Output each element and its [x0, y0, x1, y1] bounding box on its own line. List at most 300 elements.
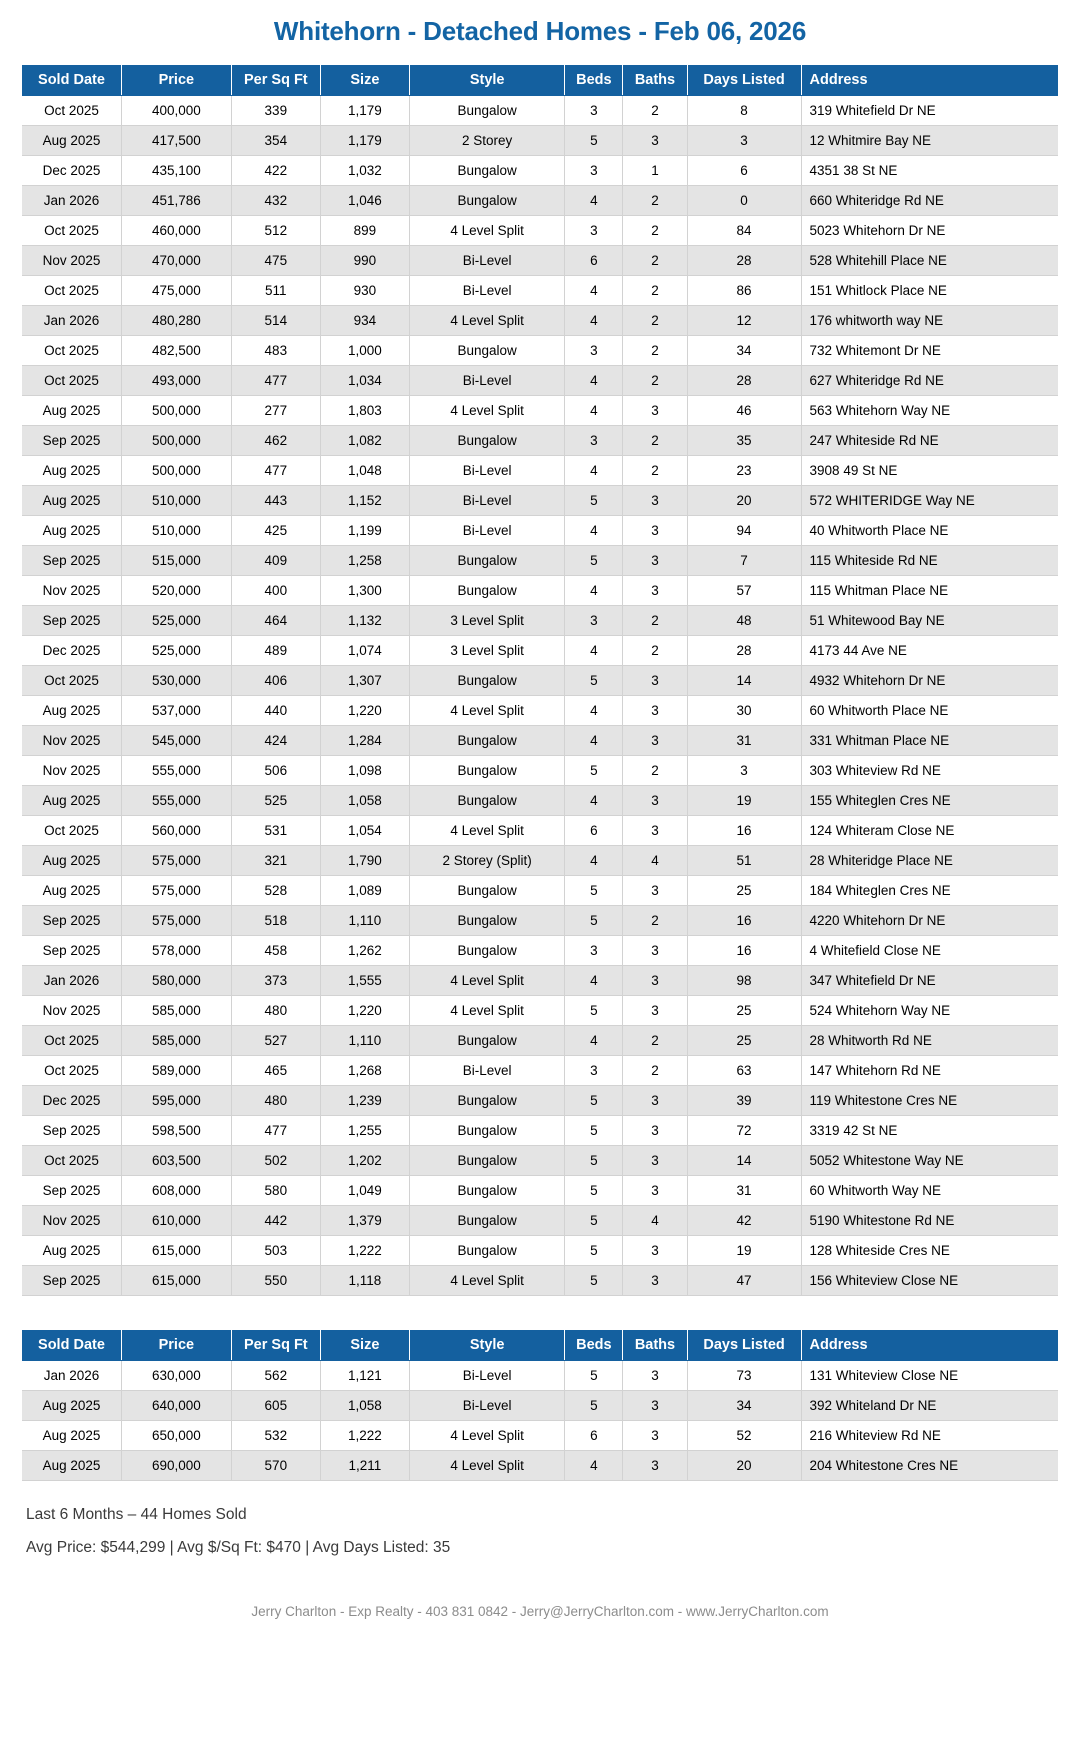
cell-beds: 5: [565, 546, 623, 576]
cell-price: 500,000: [121, 426, 231, 456]
cell-per-sq-ft: 570: [231, 1451, 320, 1481]
cell-beds: 5: [565, 486, 623, 516]
cell-address: 347 Whitefield Dr NE: [801, 966, 1058, 996]
cell-baths: 3: [623, 516, 687, 546]
cell-size: 930: [320, 276, 409, 306]
cell-size: 1,222: [320, 1421, 409, 1451]
column-header-style: Style: [409, 1330, 564, 1361]
sold-listings-table-primary: [22, 65, 1058, 1296]
cell-baths: 2: [623, 1026, 687, 1056]
cell-per-sq-ft: 506: [231, 756, 320, 786]
cell-address: 40 Whitworth Place NE: [801, 516, 1058, 546]
cell-beds: 5: [565, 876, 623, 906]
column-header-beds: Beds: [565, 65, 623, 96]
cell-price: 510,000: [121, 486, 231, 516]
table-row: [22, 306, 1058, 336]
cell-per-sq-ft: 424: [231, 726, 320, 756]
column-header-baths: Baths: [623, 1330, 687, 1361]
cell-size: 1,074: [320, 636, 409, 666]
column-header-address: Address: [801, 65, 1058, 96]
cell-style: 4 Level Split: [409, 966, 564, 996]
cell-per-sq-ft: 514: [231, 306, 320, 336]
cell-beds: 5: [565, 1206, 623, 1236]
cell-sold-date: Nov 2025: [22, 756, 121, 786]
cell-baths: 3: [623, 996, 687, 1026]
cell-beds: 3: [565, 936, 623, 966]
cell-per-sq-ft: 605: [231, 1391, 320, 1421]
cell-price: 530,000: [121, 666, 231, 696]
cell-size: 1,179: [320, 126, 409, 156]
cell-size: 1,284: [320, 726, 409, 756]
cell-size: 1,199: [320, 516, 409, 546]
cell-size: 1,048: [320, 456, 409, 486]
table-row: [22, 516, 1058, 546]
cell-days-listed: 25: [687, 1026, 801, 1056]
cell-days-listed: 28: [687, 636, 801, 666]
cell-address: 627 Whiteridge Rd NE: [801, 366, 1058, 396]
cell-address: 247 Whiteside Rd NE: [801, 426, 1058, 456]
cell-beds: 3: [565, 426, 623, 456]
cell-style: Bi-Level: [409, 1361, 564, 1391]
cell-size: 1,054: [320, 816, 409, 846]
cell-baths: 4: [623, 846, 687, 876]
cell-sold-date: Oct 2025: [22, 276, 121, 306]
sold-listings-table-secondary: [22, 1330, 1058, 1481]
cell-size: 1,118: [320, 1266, 409, 1296]
table-row: [22, 726, 1058, 756]
cell-days-listed: 12: [687, 306, 801, 336]
table-row: [22, 996, 1058, 1026]
table-row: [22, 666, 1058, 696]
table-row: [22, 126, 1058, 156]
table-row: [22, 966, 1058, 996]
cell-style: Bungalow: [409, 726, 564, 756]
cell-style: 4 Level Split: [409, 306, 564, 336]
cell-beds: 4: [565, 396, 623, 426]
cell-days-listed: 31: [687, 1176, 801, 1206]
cell-price: 555,000: [121, 786, 231, 816]
cell-baths: 3: [623, 486, 687, 516]
cell-address: 216 Whiteview Rd NE: [801, 1421, 1058, 1451]
summary-homes-sold: Last 6 Months – 44 Homes Sold: [26, 1506, 247, 1523]
cell-style: 3 Level Split: [409, 636, 564, 666]
cell-days-listed: 63: [687, 1056, 801, 1086]
cell-days-listed: 7: [687, 546, 801, 576]
cell-style: Bungalow: [409, 1026, 564, 1056]
column-header-size: Size: [320, 65, 409, 96]
table-body-primary: [22, 96, 1058, 1296]
column-header-address: Address: [801, 1330, 1058, 1361]
cell-sold-date: Aug 2025: [22, 876, 121, 906]
table-row: [22, 636, 1058, 666]
cell-address: 331 Whitman Place NE: [801, 726, 1058, 756]
cell-style: Bungalow: [409, 156, 564, 186]
table-body-secondary: [22, 1361, 1058, 1481]
table-row: [22, 696, 1058, 726]
cell-baths: 2: [623, 186, 687, 216]
cell-sold-date: Oct 2025: [22, 666, 121, 696]
table-row: [22, 96, 1058, 126]
cell-address: 303 Whiteview Rd NE: [801, 756, 1058, 786]
cell-sold-date: Oct 2025: [22, 96, 121, 126]
column-header-price: Price: [121, 65, 231, 96]
cell-beds: 5: [565, 126, 623, 156]
cell-beds: 5: [565, 1146, 623, 1176]
cell-per-sq-ft: 373: [231, 966, 320, 996]
cell-beds: 5: [565, 906, 623, 936]
cell-beds: 3: [565, 606, 623, 636]
cell-baths: 3: [623, 396, 687, 426]
cell-sold-date: Nov 2025: [22, 246, 121, 276]
cell-sold-date: Sep 2025: [22, 936, 121, 966]
cell-address: 563 Whitehorn Way NE: [801, 396, 1058, 426]
cell-style: Bi-Level: [409, 1056, 564, 1086]
cell-baths: 2: [623, 306, 687, 336]
cell-address: 155 Whiteglen Cres NE: [801, 786, 1058, 816]
cell-per-sq-ft: 518: [231, 906, 320, 936]
cell-size: 1,179: [320, 96, 409, 126]
cell-per-sq-ft: 528: [231, 876, 320, 906]
cell-baths: 3: [623, 1236, 687, 1266]
table-row: [22, 456, 1058, 486]
table-row: [22, 1116, 1058, 1146]
cell-days-listed: 20: [687, 1451, 801, 1481]
cell-style: Bungalow: [409, 1206, 564, 1236]
cell-baths: 3: [623, 126, 687, 156]
cell-beds: 6: [565, 816, 623, 846]
cell-baths: 3: [623, 696, 687, 726]
column-header-beds: Beds: [565, 1330, 623, 1361]
cell-beds: 4: [565, 966, 623, 996]
column-header-style: Style: [409, 65, 564, 96]
cell-price: 482,500: [121, 336, 231, 366]
cell-price: 460,000: [121, 216, 231, 246]
cell-days-listed: 16: [687, 906, 801, 936]
cell-style: 4 Level Split: [409, 696, 564, 726]
cell-price: 650,000: [121, 1421, 231, 1451]
cell-per-sq-ft: 531: [231, 816, 320, 846]
cell-style: Bungalow: [409, 906, 564, 936]
cell-per-sq-ft: 580: [231, 1176, 320, 1206]
table-spacer: [0, 1296, 1080, 1330]
cell-sold-date: Aug 2025: [22, 1236, 121, 1266]
cell-days-listed: 47: [687, 1266, 801, 1296]
cell-beds: 5: [565, 996, 623, 1026]
cell-baths: 3: [623, 1361, 687, 1391]
cell-days-listed: 94: [687, 516, 801, 546]
cell-beds: 4: [565, 456, 623, 486]
table-row: [22, 1421, 1058, 1451]
table-row: [22, 576, 1058, 606]
cell-sold-date: Oct 2025: [22, 216, 121, 246]
cell-address: 524 Whitehorn Way NE: [801, 996, 1058, 1026]
cell-per-sq-ft: 432: [231, 186, 320, 216]
cell-baths: 3: [623, 1146, 687, 1176]
cell-per-sq-ft: 409: [231, 546, 320, 576]
cell-price: 537,000: [121, 696, 231, 726]
cell-baths: 3: [623, 936, 687, 966]
cell-style: Bi-Level: [409, 516, 564, 546]
cell-baths: 3: [623, 1451, 687, 1481]
cell-days-listed: 30: [687, 696, 801, 726]
cell-baths: 2: [623, 276, 687, 306]
cell-per-sq-ft: 440: [231, 696, 320, 726]
cell-address: 4173 44 Ave NE: [801, 636, 1058, 666]
cell-style: 4 Level Split: [409, 396, 564, 426]
cell-sold-date: Jan 2026: [22, 966, 121, 996]
cell-beds: 5: [565, 666, 623, 696]
cell-address: 204 Whitestone Cres NE: [801, 1451, 1058, 1481]
cell-days-listed: 3: [687, 756, 801, 786]
cell-address: 184 Whiteglen Cres NE: [801, 876, 1058, 906]
cell-size: 1,220: [320, 696, 409, 726]
cell-days-listed: 16: [687, 936, 801, 966]
cell-beds: 3: [565, 156, 623, 186]
cell-baths: 3: [623, 1116, 687, 1146]
cell-sold-date: Sep 2025: [22, 906, 121, 936]
cell-sold-date: Dec 2025: [22, 1086, 121, 1116]
cell-baths: 3: [623, 1421, 687, 1451]
cell-size: 934: [320, 306, 409, 336]
cell-address: 392 Whiteland Dr NE: [801, 1391, 1058, 1421]
cell-per-sq-ft: 477: [231, 456, 320, 486]
column-header-sold-date: Sold Date: [22, 1330, 121, 1361]
cell-price: 610,000: [121, 1206, 231, 1236]
cell-baths: 2: [623, 456, 687, 486]
table-row: [22, 876, 1058, 906]
cell-per-sq-ft: 480: [231, 996, 320, 1026]
cell-baths: 2: [623, 1056, 687, 1086]
cell-baths: 3: [623, 546, 687, 576]
column-header-sold-date: Sold Date: [22, 65, 121, 96]
cell-size: 1,058: [320, 786, 409, 816]
cell-address: 156 Whiteview Close NE: [801, 1266, 1058, 1296]
column-header-days-listed: Days Listed: [687, 65, 801, 96]
cell-style: 4 Level Split: [409, 1451, 564, 1481]
cell-sold-date: Aug 2025: [22, 456, 121, 486]
cell-size: 1,034: [320, 366, 409, 396]
cell-beds: 4: [565, 636, 623, 666]
cell-price: 585,000: [121, 1026, 231, 1056]
table-row: [22, 1176, 1058, 1206]
primary-table-container: [0, 65, 1080, 1296]
cell-address: 151 Whitlock Place NE: [801, 276, 1058, 306]
cell-price: 608,000: [121, 1176, 231, 1206]
cell-beds: 5: [565, 1391, 623, 1421]
cell-baths: 3: [623, 816, 687, 846]
cell-sold-date: Jan 2026: [22, 1361, 121, 1391]
cell-style: 4 Level Split: [409, 1266, 564, 1296]
cell-sold-date: Aug 2025: [22, 486, 121, 516]
cell-days-listed: 34: [687, 336, 801, 366]
cell-per-sq-ft: 339: [231, 96, 320, 126]
cell-address: 60 Whitworth Place NE: [801, 696, 1058, 726]
table-row: [22, 186, 1058, 216]
cell-price: 575,000: [121, 906, 231, 936]
page-title: Whitehorn - Detached Homes - Feb 06, 2026: [273, 16, 807, 46]
cell-baths: 3: [623, 876, 687, 906]
cell-address: 660 Whiteridge Rd NE: [801, 186, 1058, 216]
cell-style: Bungalow: [409, 576, 564, 606]
summary-averages: Avg Price: $544,299 | Avg $/Sq Ft: $470 | Avg Days Listed: 35: [26, 1539, 451, 1557]
cell-days-listed: 6: [687, 156, 801, 186]
cell-price: 515,000: [121, 546, 231, 576]
cell-style: 4 Level Split: [409, 1421, 564, 1451]
cell-per-sq-ft: 458: [231, 936, 320, 966]
cell-sold-date: Sep 2025: [22, 1176, 121, 1206]
cell-price: 493,000: [121, 366, 231, 396]
table-row: [22, 426, 1058, 456]
cell-style: Bungalow: [409, 1176, 564, 1206]
cell-size: 1,803: [320, 396, 409, 426]
cell-price: 615,000: [121, 1236, 231, 1266]
cell-price: 435,100: [121, 156, 231, 186]
cell-days-listed: 57: [687, 576, 801, 606]
cell-per-sq-ft: 503: [231, 1236, 320, 1266]
table-header-primary: [22, 65, 1058, 96]
cell-per-sq-ft: 477: [231, 366, 320, 396]
cell-per-sq-ft: 443: [231, 486, 320, 516]
cell-price: 470,000: [121, 246, 231, 276]
table-row: [22, 396, 1058, 426]
table-row: [22, 786, 1058, 816]
cell-baths: 3: [623, 666, 687, 696]
cell-per-sq-ft: 483: [231, 336, 320, 366]
cell-size: 1,089: [320, 876, 409, 906]
cell-beds: 5: [565, 1266, 623, 1296]
column-header-per-sq-ft: Per Sq Ft: [231, 1330, 320, 1361]
cell-size: 1,110: [320, 1026, 409, 1056]
cell-baths: 3: [623, 966, 687, 996]
cell-sold-date: Jan 2026: [22, 186, 121, 216]
table-row: [22, 816, 1058, 846]
cell-size: 1,098: [320, 756, 409, 786]
cell-sold-date: Dec 2025: [22, 156, 121, 186]
table-row: [22, 1266, 1058, 1296]
cell-beds: 5: [565, 1086, 623, 1116]
cell-style: 4 Level Split: [409, 816, 564, 846]
cell-sold-date: Aug 2025: [22, 1391, 121, 1421]
cell-price: 555,000: [121, 756, 231, 786]
cell-per-sq-ft: 477: [231, 1116, 320, 1146]
cell-baths: 2: [623, 906, 687, 936]
cell-beds: 3: [565, 336, 623, 366]
cell-price: 560,000: [121, 816, 231, 846]
cell-size: 1,262: [320, 936, 409, 966]
cell-per-sq-ft: 277: [231, 396, 320, 426]
cell-per-sq-ft: 425: [231, 516, 320, 546]
cell-sold-date: Oct 2025: [22, 1056, 121, 1086]
cell-price: 480,280: [121, 306, 231, 336]
table-row: [22, 846, 1058, 876]
cell-per-sq-ft: 550: [231, 1266, 320, 1296]
cell-baths: 3: [623, 1176, 687, 1206]
cell-days-listed: 3: [687, 126, 801, 156]
cell-style: Bi-Level: [409, 456, 564, 486]
cell-style: Bungalow: [409, 1236, 564, 1266]
cell-baths: 3: [623, 786, 687, 816]
cell-days-listed: 42: [687, 1206, 801, 1236]
cell-sold-date: Oct 2025: [22, 336, 121, 366]
cell-per-sq-ft: 532: [231, 1421, 320, 1451]
cell-beds: 5: [565, 1116, 623, 1146]
cell-style: 2 Storey (Split): [409, 846, 564, 876]
cell-style: Bungalow: [409, 186, 564, 216]
cell-days-listed: 8: [687, 96, 801, 126]
table-row: [22, 1146, 1058, 1176]
cell-address: 28 Whiteridge Place NE: [801, 846, 1058, 876]
table-row: [22, 366, 1058, 396]
table-row: [22, 1236, 1058, 1266]
cell-address: 115 Whitman Place NE: [801, 576, 1058, 606]
cell-style: Bungalow: [409, 1086, 564, 1116]
table-row: [22, 216, 1058, 246]
cell-days-listed: 20: [687, 486, 801, 516]
cell-days-listed: 31: [687, 726, 801, 756]
cell-address: 60 Whitworth Way NE: [801, 1176, 1058, 1206]
table-row: [22, 336, 1058, 366]
cell-price: 575,000: [121, 876, 231, 906]
cell-days-listed: 0: [687, 186, 801, 216]
cell-address: 572 WHITERIDGE Way NE: [801, 486, 1058, 516]
cell-style: Bungalow: [409, 876, 564, 906]
cell-per-sq-ft: 525: [231, 786, 320, 816]
table-row: [22, 606, 1058, 636]
cell-size: 1,222: [320, 1236, 409, 1266]
cell-sold-date: Oct 2025: [22, 1026, 121, 1056]
cell-beds: 4: [565, 726, 623, 756]
cell-address: 128 Whiteside Cres NE: [801, 1236, 1058, 1266]
cell-price: 595,000: [121, 1086, 231, 1116]
cell-sold-date: Nov 2025: [22, 726, 121, 756]
cell-sold-date: Sep 2025: [22, 546, 121, 576]
cell-per-sq-ft: 465: [231, 1056, 320, 1086]
cell-beds: 4: [565, 576, 623, 606]
cell-sold-date: Aug 2025: [22, 1421, 121, 1451]
cell-beds: 4: [565, 186, 623, 216]
table-row: [22, 276, 1058, 306]
cell-price: 417,500: [121, 126, 231, 156]
cell-price: 475,000: [121, 276, 231, 306]
cell-size: 1,058: [320, 1391, 409, 1421]
cell-days-listed: 14: [687, 666, 801, 696]
cell-style: Bungalow: [409, 96, 564, 126]
cell-style: Bungalow: [409, 1146, 564, 1176]
cell-sold-date: Nov 2025: [22, 1206, 121, 1236]
cell-address: 119 Whitestone Cres NE: [801, 1086, 1058, 1116]
header-row: [22, 1330, 1058, 1361]
cell-price: 545,000: [121, 726, 231, 756]
cell-sold-date: Aug 2025: [22, 396, 121, 426]
cell-address: 4 Whitefield Close NE: [801, 936, 1058, 966]
cell-size: 1,220: [320, 996, 409, 1026]
cell-baths: 2: [623, 426, 687, 456]
cell-per-sq-ft: 442: [231, 1206, 320, 1236]
secondary-table-container: [0, 1330, 1080, 1481]
cell-price: 520,000: [121, 576, 231, 606]
cell-beds: 3: [565, 96, 623, 126]
table-row: [22, 756, 1058, 786]
cell-baths: 2: [623, 96, 687, 126]
cell-size: 990: [320, 246, 409, 276]
cell-size: 1,032: [320, 156, 409, 186]
cell-style: 2 Storey: [409, 126, 564, 156]
cell-baths: 2: [623, 216, 687, 246]
cell-price: 575,000: [121, 846, 231, 876]
cell-address: 131 Whiteview Close NE: [801, 1361, 1058, 1391]
column-header-per-sq-ft: Per Sq Ft: [231, 65, 320, 96]
cell-price: 510,000: [121, 516, 231, 546]
